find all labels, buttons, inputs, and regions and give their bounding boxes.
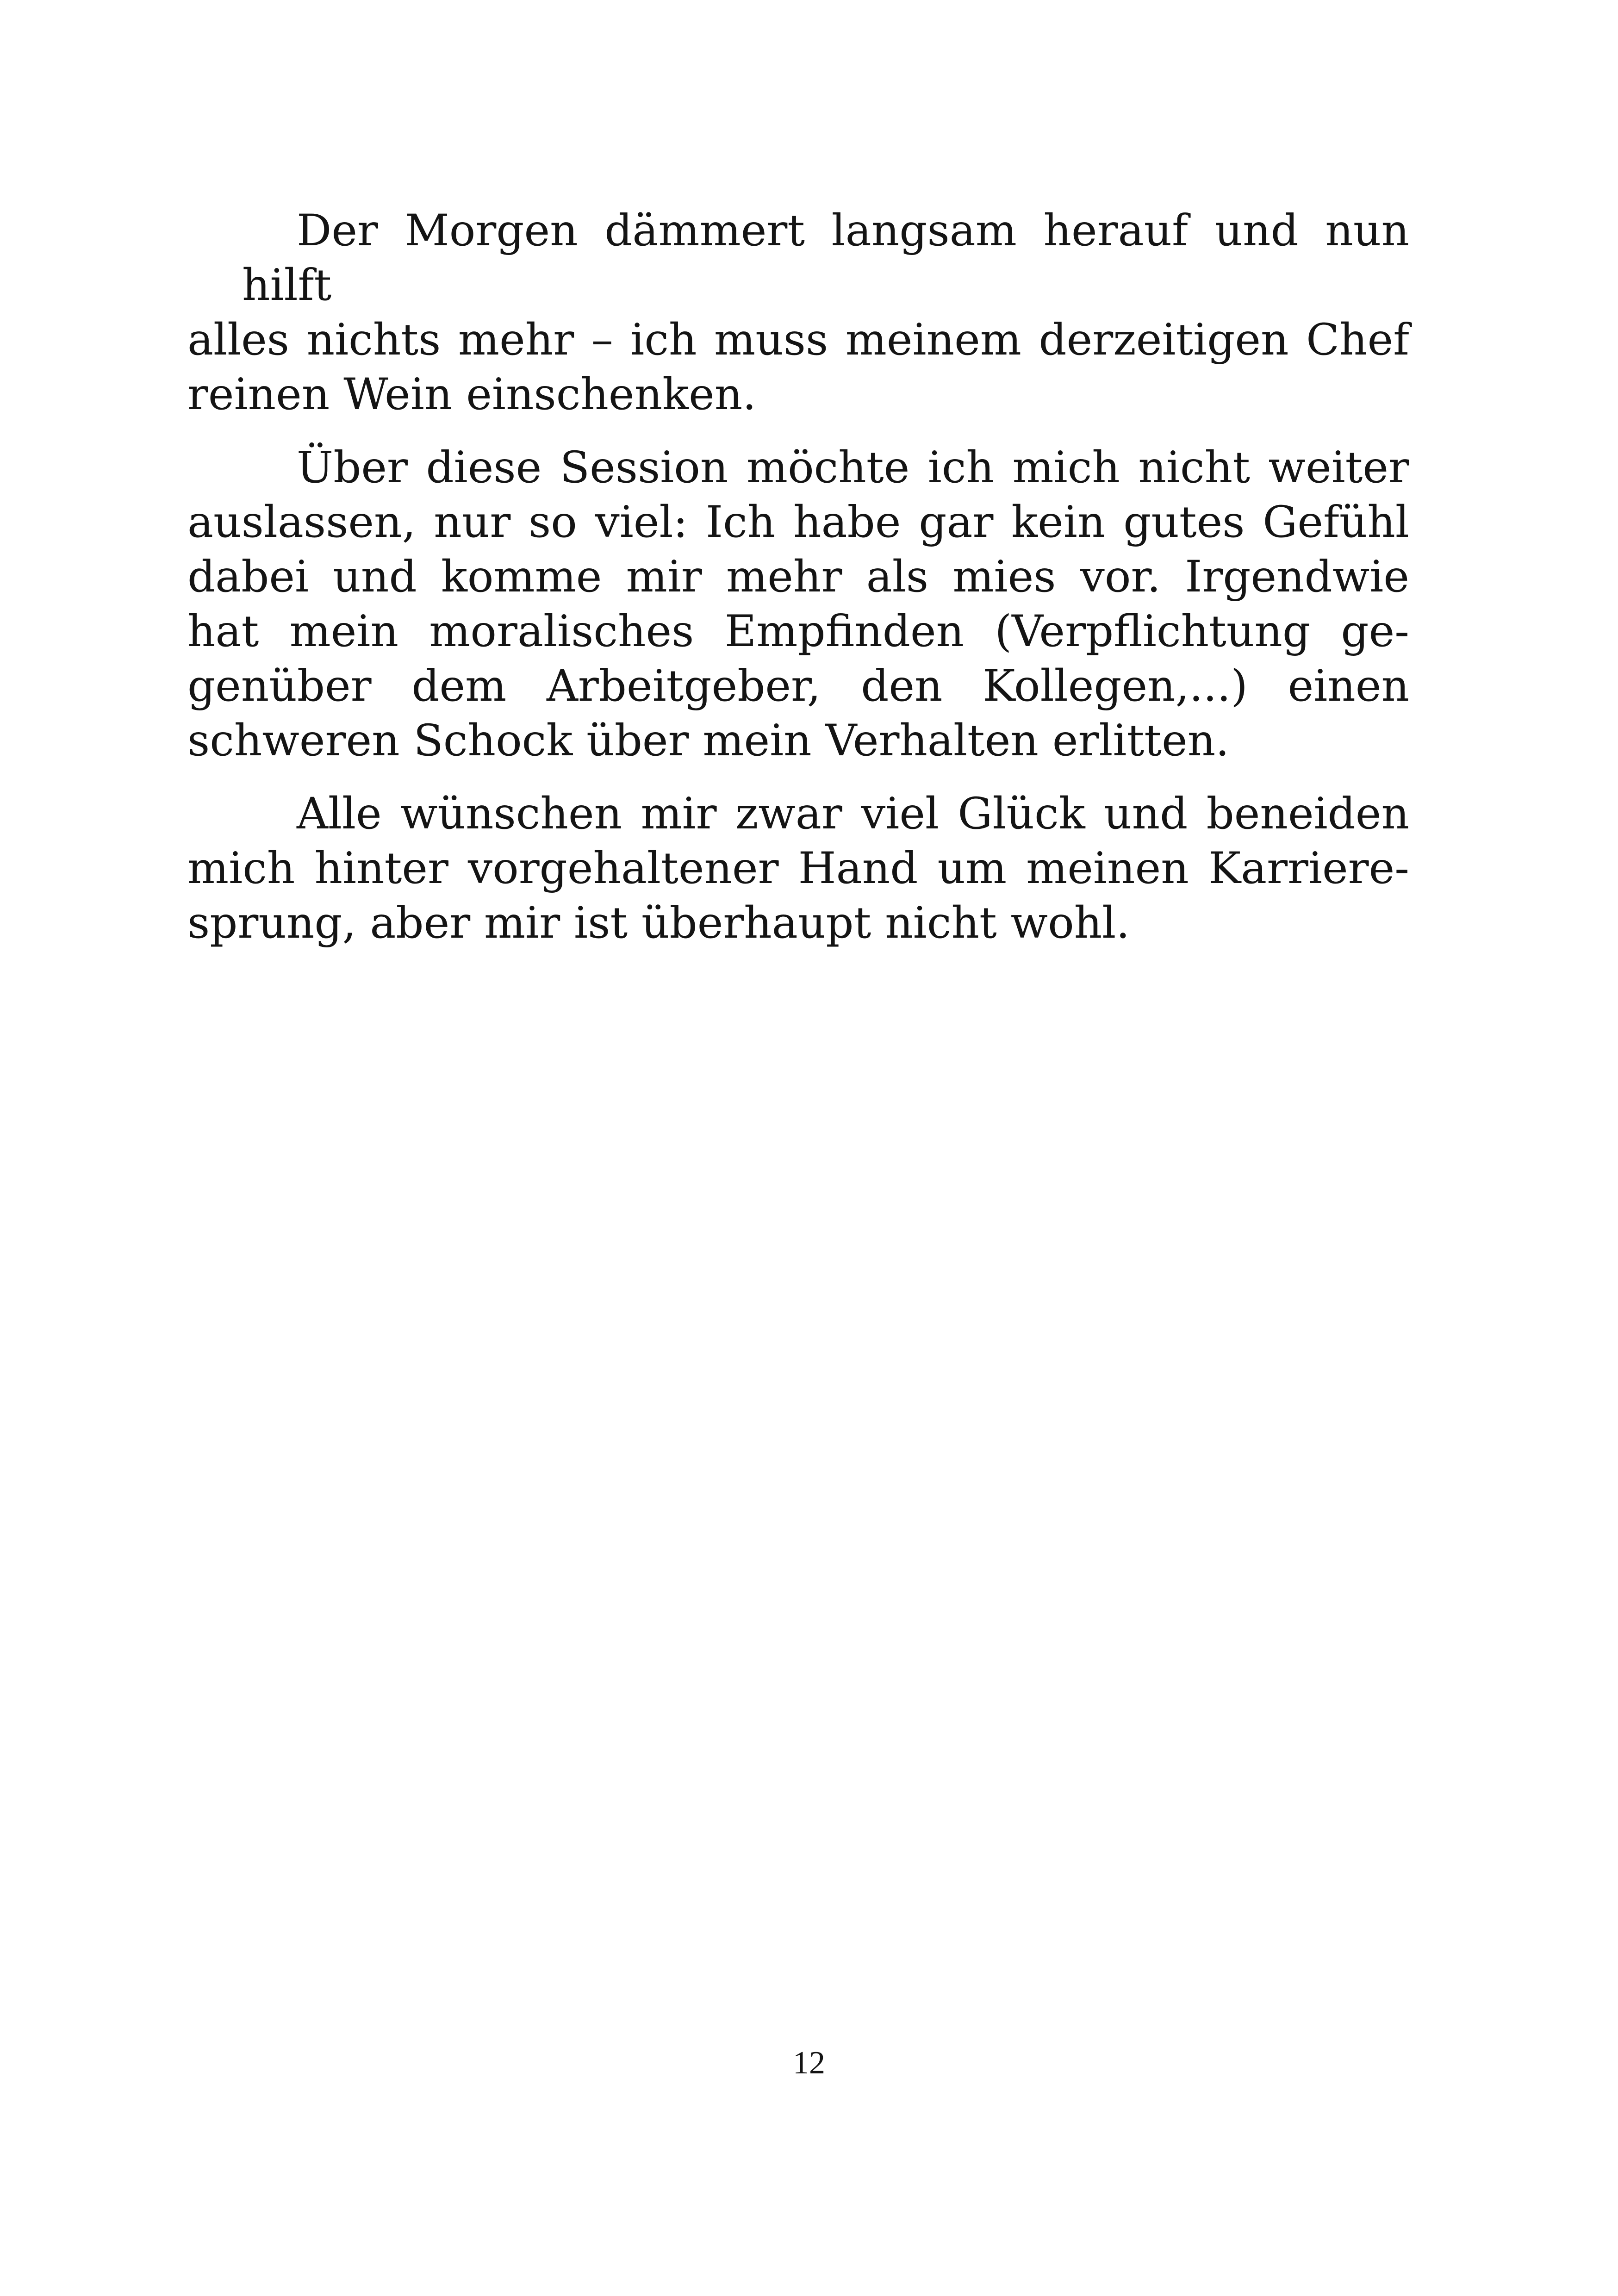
paragraph-line: Der Morgen dämmert langsam herauf und nun hilft — [242, 205, 1409, 311]
paragraph-1 — [187, 204, 1409, 422]
paragraph-line: alles nichts mehr – ich muss meinem derzeitigen Chef — [187, 315, 1409, 365]
paragraph-line: hat mein moralisches Empfinden (Verpflichtung ge- — [187, 606, 1409, 657]
paragraph-line: dabei und komme mir mehr als mies vor. Irgendwie — [187, 552, 1409, 602]
paragraph-line: Über diese Session möchte ich mich nicht weiter — [297, 442, 1409, 493]
paragraph-line: auslassen, nur so viel: Ich habe gar kein gutes Gefühl — [187, 497, 1409, 548]
paragraph-line: schweren Schock über mein Verhalten erlitten. — [187, 716, 1230, 766]
paragraph-line: sprung, aber mir ist überhaupt nicht wohl. — [187, 898, 1130, 948]
paragraph-2 — [187, 441, 1409, 768]
paragraph-line: mich hinter vorgehaltener Hand um meinen Karriere- — [187, 843, 1409, 894]
paragraph-line: reinen Wein einschenken. — [187, 369, 757, 420]
paragraph-line: genüber dem Arbeitgeber, den Kollegen,...) einen — [187, 661, 1409, 711]
page-number: 12 — [793, 2045, 825, 2081]
paragraph-3 — [187, 787, 1409, 951]
paragraph-line: Alle wünschen mir zwar viel Glück und beneiden — [297, 789, 1409, 839]
body-text — [187, 204, 1409, 969]
